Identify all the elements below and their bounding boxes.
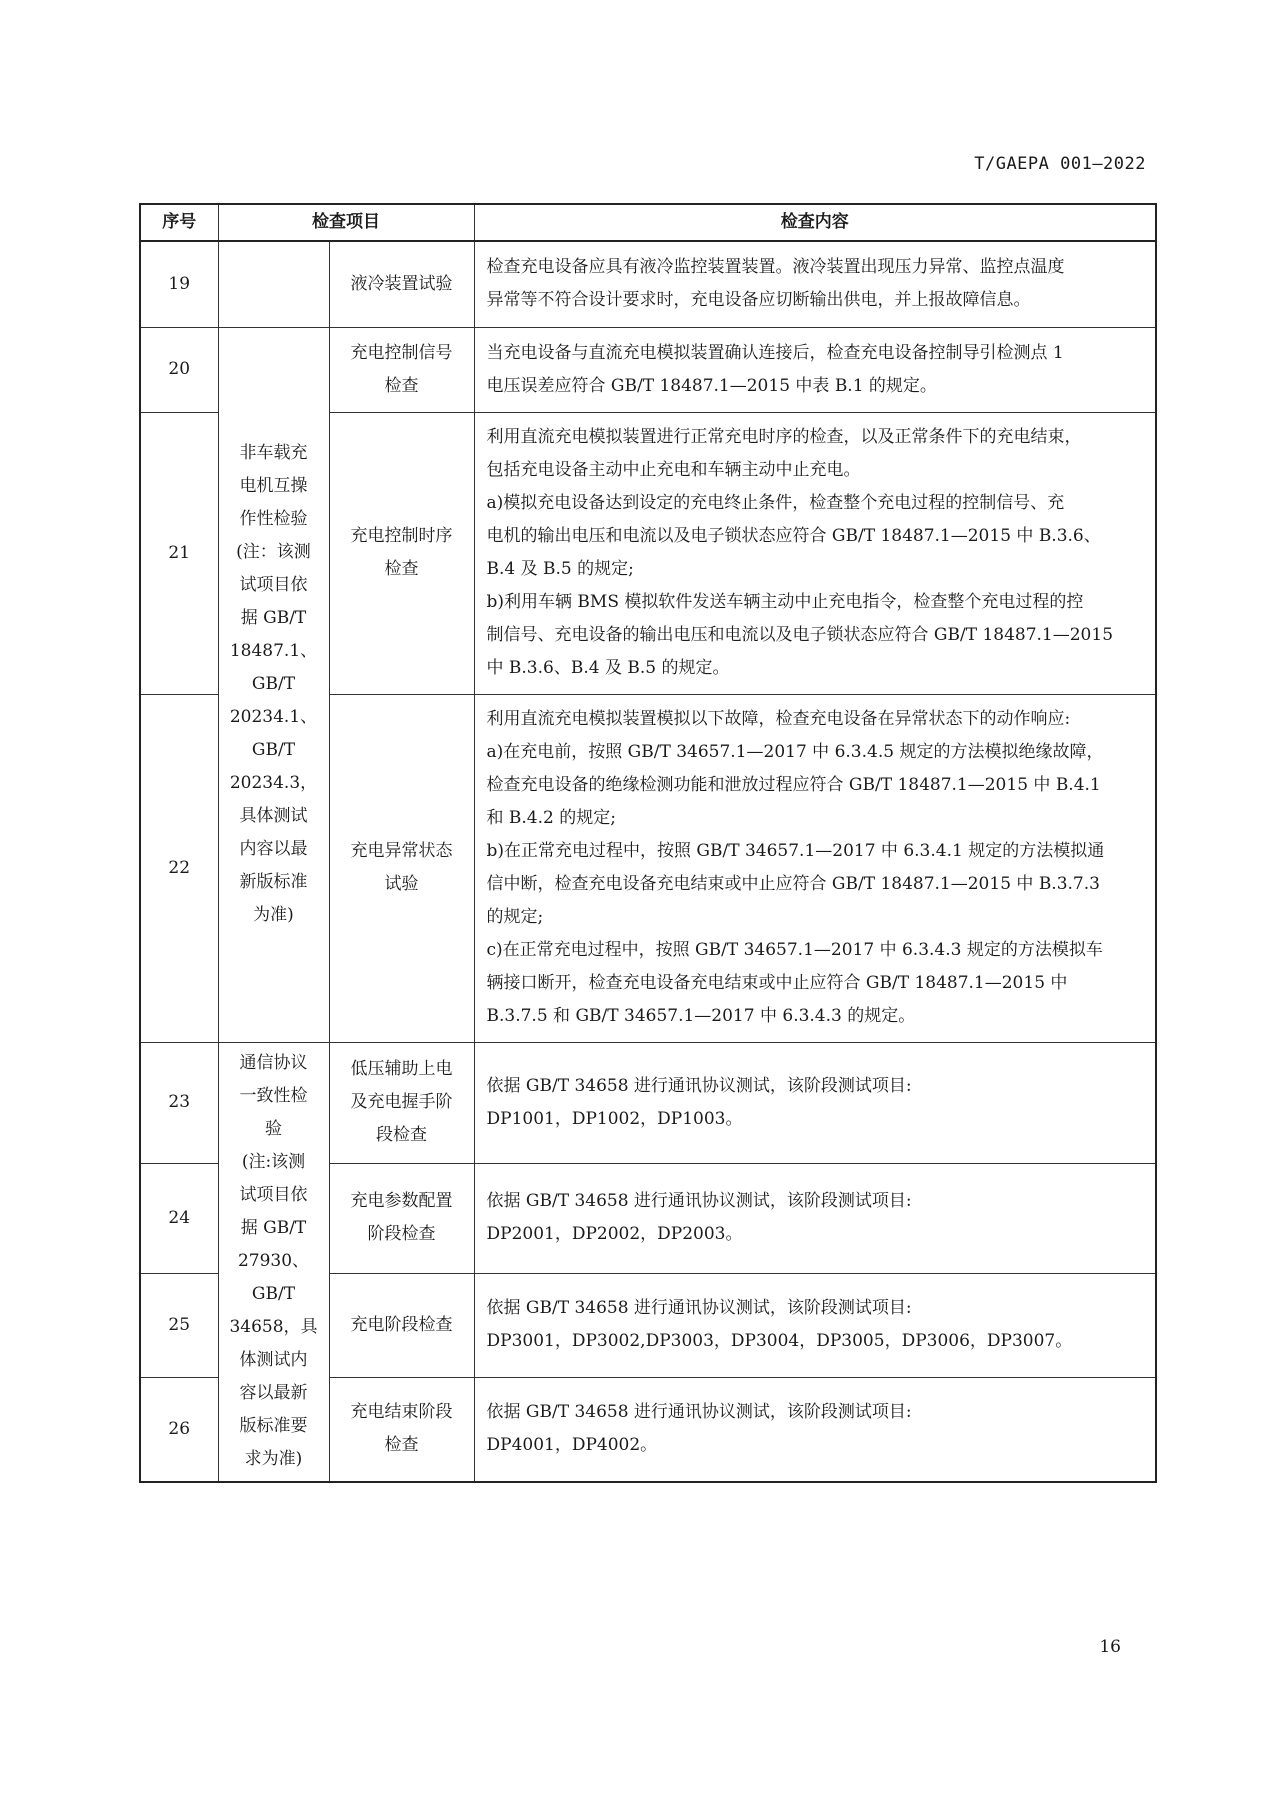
item-line: 充电阶段检查 <box>350 1314 453 1335</box>
content-cell <box>474 327 1156 412</box>
category-non-vehicle-charger <box>218 327 329 1042</box>
table-row <box>140 241 1156 327</box>
category-protocol-conformance <box>218 1042 329 1482</box>
content-line: a)模拟充电设备达到设定的充电终止条件，检查整个充电过程的控制信号、充 <box>486 493 1065 513</box>
header-item: 检查项目 <box>218 204 474 241</box>
document-code: T/GAEPA 001—2022 <box>974 154 1146 174</box>
content-line: 电机的输出电压和电流以及电子锁状态应符合 GB/T 18487.1—2015 中 B.3.6、 <box>486 526 1101 546</box>
content-line: a)在充电前，按照 GB/T 34657.1—2017 中 6.3.4.5 规定的方法模拟绝缘故障， <box>486 742 1104 762</box>
category-line: 据 GB/T <box>240 1218 307 1239</box>
content-line: 包括充电设备主动中止充电和车辆主动中止充电。 <box>486 460 861 480</box>
category-line: 版标准要 <box>239 1416 308 1437</box>
row-number: 22 <box>140 694 218 1042</box>
content-line: 利用直流充电模拟装置模拟以下故障，检查充电设备在异常状态下的动作响应: <box>486 709 1071 729</box>
category-line: 容以最新 <box>239 1383 308 1404</box>
item-line: 充电结束阶段 <box>350 1402 453 1423</box>
content-line: 当充电设备与直流充电模拟装置确认连接后，检查充电设备控制导引检测点 1 <box>486 342 1064 363</box>
item-line: 检查 <box>384 559 419 579</box>
category-line: 34658，具 <box>229 1317 318 1338</box>
item-cell <box>329 1042 474 1163</box>
header-content: 检查内容 <box>474 204 1156 241</box>
item-cell <box>329 241 474 327</box>
content-cell <box>474 1377 1156 1482</box>
item-line: 试验 <box>384 874 419 894</box>
content-cell <box>474 241 1156 327</box>
content-cell <box>474 1042 1156 1163</box>
category-line: 为准) <box>253 905 294 925</box>
table-row <box>140 327 1156 412</box>
content-line: B.4 及 B.5 的规定; <box>486 559 634 579</box>
content-line: 制信号、充电设备的输出电压和电流以及电子锁状态应符合 GB/T 18487.1—2015 <box>486 625 1114 645</box>
content-line: b)利用车辆 BMS 模拟软件发送车辆主动中止充电指令，检查整个充电过程的控 <box>486 592 1084 612</box>
item-line: 段检查 <box>376 1125 427 1145</box>
content-line: 检查充电设备的绝缘检测功能和泄放过程应符合 GB/T 18487.1—2015 中 B.4.1 <box>486 775 1101 795</box>
content-line: 依据 GB/T 34658 进行通讯协议测试，该阶段测试项目: <box>486 1402 912 1423</box>
row-number: 19 <box>140 241 218 327</box>
content-cell <box>474 1163 1156 1273</box>
item-line: 及充电握手阶 <box>350 1092 453 1112</box>
row-number: 25 <box>140 1273 218 1377</box>
table-row <box>140 1042 1156 1163</box>
content-line: 依据 GB/T 34658 进行通讯协议测试，该阶段测试项目: <box>486 1075 912 1096</box>
inspection-table <box>139 203 1157 1483</box>
content-line: 利用直流充电模拟装置进行正常充电时序的检查，以及正常条件下的充电结束， <box>486 427 1082 447</box>
item-line: 充电参数配置 <box>350 1191 453 1211</box>
content-line: B.3.7.5 和 GB/T 34657.1—2017 中 6.3.4.3 的规定。 <box>486 1006 916 1026</box>
content-line: DP4001，DP4002。 <box>486 1435 658 1456</box>
category-line: 27930、 <box>237 1251 310 1272</box>
row-number: 20 <box>140 327 218 412</box>
header-num: 序号 <box>140 204 218 241</box>
content-cell <box>474 1273 1156 1377</box>
content-line: 的规定; <box>486 907 544 927</box>
category-line: 试项目依 <box>239 575 308 595</box>
content-line: 依据 GB/T 34658 进行通讯协议测试，该阶段测试项目: <box>486 1191 912 1211</box>
row-number: 21 <box>140 412 218 694</box>
row-number: 23 <box>140 1042 218 1163</box>
category-line: GB/T <box>251 674 296 694</box>
category-line: 求为准) <box>244 1449 303 1470</box>
content-line: 依据 GB/T 34658 进行通讯协议测试，该阶段测试项目: <box>486 1298 912 1318</box>
category-line: 据 GB/T <box>240 608 307 628</box>
category-line: 20234.3， <box>229 773 318 793</box>
category-line: 新版标准 <box>239 872 308 892</box>
category-line: 具体测试 <box>239 806 308 826</box>
content-line: 异常等不符合设计要求时，充电设备应切断输出供电，并上报故障信息。 <box>486 290 1031 311</box>
table-header-row <box>140 204 1156 241</box>
item-line: 检查 <box>384 375 419 396</box>
item-cell <box>329 694 474 1042</box>
category-line: (注：该测 <box>236 542 311 562</box>
row-number: 24 <box>140 1163 218 1273</box>
content-line: DP1001，DP1002，DP1003。 <box>486 1108 743 1129</box>
item-line: 检查 <box>384 1435 419 1456</box>
content-line: 信中断，检查充电设备充电结束或中止应符合 GB/T 18487.1—2015 中 B.3.7.3 <box>486 874 1100 894</box>
category-line: 电机互操 <box>239 476 308 496</box>
page-number: 16 <box>1099 1637 1121 1657</box>
category-line: 试项目依 <box>239 1185 308 1206</box>
category-line: 内容以最 <box>239 839 308 859</box>
content-line: 中 B.3.6、B.4 及 B.5 的规定。 <box>486 658 730 678</box>
item-cell <box>329 412 474 694</box>
content-line: 检查充电设备应具有液冷监控装置装置。液冷装置出现压力异常、监控点温度 <box>486 257 1065 278</box>
category-cell-empty <box>218 241 329 327</box>
content-cell <box>474 694 1156 1042</box>
category-line: 通信协议 <box>239 1053 308 1074</box>
category-line: GB/T <box>251 1284 296 1305</box>
item-line: 阶段检查 <box>367 1224 436 1244</box>
content-line: DP3001，DP3002,DP3003，DP3004，DP3005，DP3006，DP3007。 <box>486 1331 1073 1351</box>
category-line: 验 <box>265 1119 282 1140</box>
category-line: 一致性检 <box>239 1086 308 1107</box>
item-line: 低压辅助上电 <box>350 1059 453 1079</box>
category-line: 20234.1、 <box>229 707 318 727</box>
content-cell <box>474 412 1156 694</box>
content-line: DP2001，DP2002，DP2003。 <box>486 1224 743 1244</box>
content-line: 辆接口断开，检查充电设备充电结束或中止应符合 GB/T 18487.1—2015 中 <box>486 973 1068 993</box>
category-line: 体测试内 <box>239 1350 308 1371</box>
content-line: c)在正常充电过程中，按照 GB/T 34657.1—2017 中 6.3.4.3 规定的方法模拟车 <box>486 940 1103 960</box>
item-cell <box>329 1163 474 1273</box>
item-line: 充电异常状态 <box>350 841 453 861</box>
category-line: GB/T <box>251 740 296 760</box>
item-line: 充电控制信号 <box>350 342 453 363</box>
item-line: 液冷装置试验 <box>350 273 453 294</box>
item-cell <box>329 1377 474 1482</box>
content-line: b)在正常充电过程中，按照 GB/T 34657.1—2017 中 6.3.4.1 规定的方法模拟通 <box>486 841 1105 861</box>
category-line: 18487.1、 <box>229 641 318 661</box>
content-line: 电压误差应符合 GB/T 18487.1—2015 中表 B.1 的规定。 <box>486 375 937 396</box>
category-line: 非车载充 <box>239 443 308 463</box>
category-line: 作性检验 <box>239 509 308 529</box>
item-cell <box>329 327 474 412</box>
item-cell <box>329 1273 474 1377</box>
row-number: 26 <box>140 1377 218 1482</box>
item-line: 充电控制时序 <box>350 526 453 546</box>
category-line: (注:该测 <box>241 1152 306 1173</box>
content-line: 和 B.4.2 的规定; <box>486 808 616 828</box>
